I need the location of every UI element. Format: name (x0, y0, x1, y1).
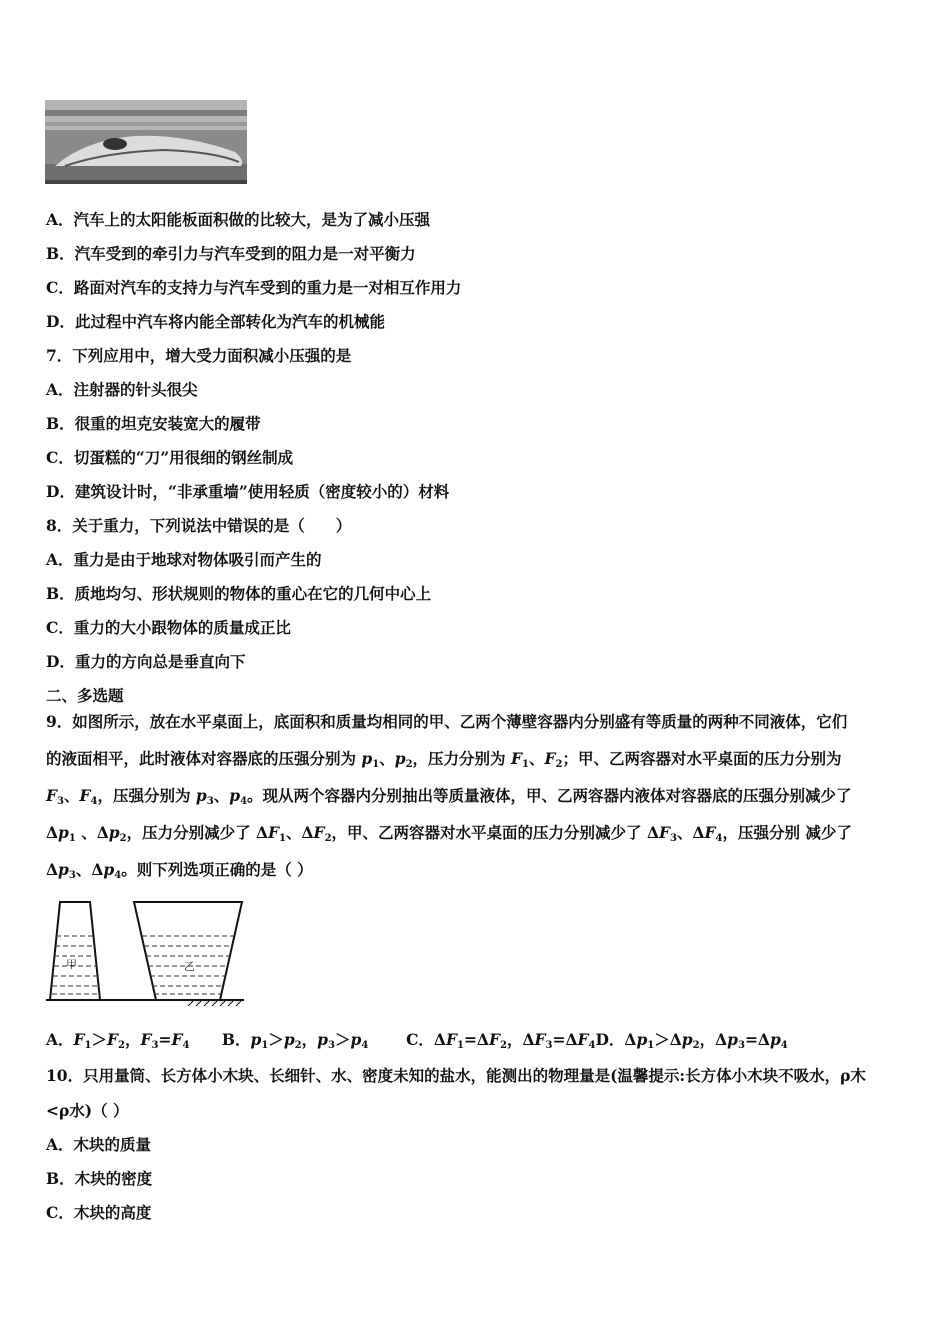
q9-line4: $\Delta p_1$ 、$\Delta p_2$，压力分别减少了 $\Delta F_1$、$\Delta F_2$，甲、乙两容器对水平桌面的压力分别减少了 $\Delta F_3$、$\Delta F_4$，压强分别 减少了 (46, 823, 852, 844)
solar-car-photo (45, 100, 247, 184)
q9-line5: $\Delta p_3$、$\Delta p_4$。则下列选项正确的是（ ） (46, 860, 313, 881)
q6-option-d: D．此过程中汽车将内能全部转化为汽车的机械能 (46, 312, 385, 331)
q8-option-b: B．质地均匀、形状规则的物体的重心在它的几何中心上 (46, 584, 432, 603)
q9-line2: 的液面相平，此时液体对容器底的压强分别为 $p_1$、$p_2$，压力分别为 $F_1$、$F_2$；甲、乙两容器对水平桌面的压力分别为 (46, 749, 842, 770)
q10-stem-cont: <ρ水)（ ） (46, 1101, 129, 1120)
q7-stem: 7．下列应用中，增大受力面积减小压强的是 (46, 346, 352, 365)
q7-option-a: A．注射器的针头很尖 (46, 380, 198, 399)
q10-option-c: C．木块的高度 (46, 1203, 152, 1222)
q10-option-b: B．木块的密度 (46, 1169, 153, 1188)
q8-stem: 8．关于重力，下列说法中错误的是（ ） (46, 516, 352, 535)
q9-line3: $F_3$、$F_4$，压强分别为 $p_3$、$p_4$。现从两个容器内分别抽出等质量液体，甲、乙两容器内液体对容器底的压强分别减少了 (46, 786, 852, 807)
q7-option-b: B．很重的坦克安装宽大的履带 (46, 414, 261, 433)
q9-options: A．$F_1>F_2$，$F_3=F_4$ B．$p_1>p_2$，$p_3>p_4$ C．$\Delta F_1=\Delta F_2$，$\Delta F_3=\Delta F_4D$．$\Delta p_1>\Delta p_2$，$\Delta p_3=\Delta p_4$ (46, 1030, 788, 1051)
container-b-label: 乙 (184, 960, 195, 973)
q10-stem: 10．只用量筒、长方体小木块、长细针、水、密度未知的盐水，能测出的物理量是(温馨提示:长方体小木块不吸水，ρ木 (46, 1066, 866, 1085)
q8-option-c: C．重力的大小跟物体的质量成正比 (46, 618, 291, 637)
containers-figure (44, 898, 246, 1008)
q7-option-d: D．建筑设计时，“非承重墙”使用轻质（密度较小的）材料 (46, 482, 450, 501)
q10-option-a: A．木块的质量 (46, 1135, 152, 1154)
container-a-label: 甲 (66, 958, 77, 971)
section-title: 二、多选题 (46, 686, 124, 705)
q9-line1: 9．如图所示，放在水平桌面上，底面积和质量均相同的甲、乙两个薄壁容器内分别盛有等质量的两种不同液体，它们 (46, 712, 848, 731)
q8-option-a: A．重力是由于地球对物体吸引而产生的 (46, 550, 322, 569)
q7-option-c: C．切蛋糕的“刀”用很细的钢丝制成 (46, 448, 294, 467)
q6-option-c: C．路面对汽车的支持力与汽车受到的重力是一对相互作用力 (46, 278, 462, 297)
q6-option-b: B．汽车受到的牵引力与汽车受到的阻力是一对平衡力 (46, 244, 416, 263)
q8-option-d: D．重力的方向总是垂直向下 (46, 652, 246, 671)
q6-option-a: A．汽车上的太阳能板面积做的比较大，是为了减小压强 (46, 210, 431, 229)
